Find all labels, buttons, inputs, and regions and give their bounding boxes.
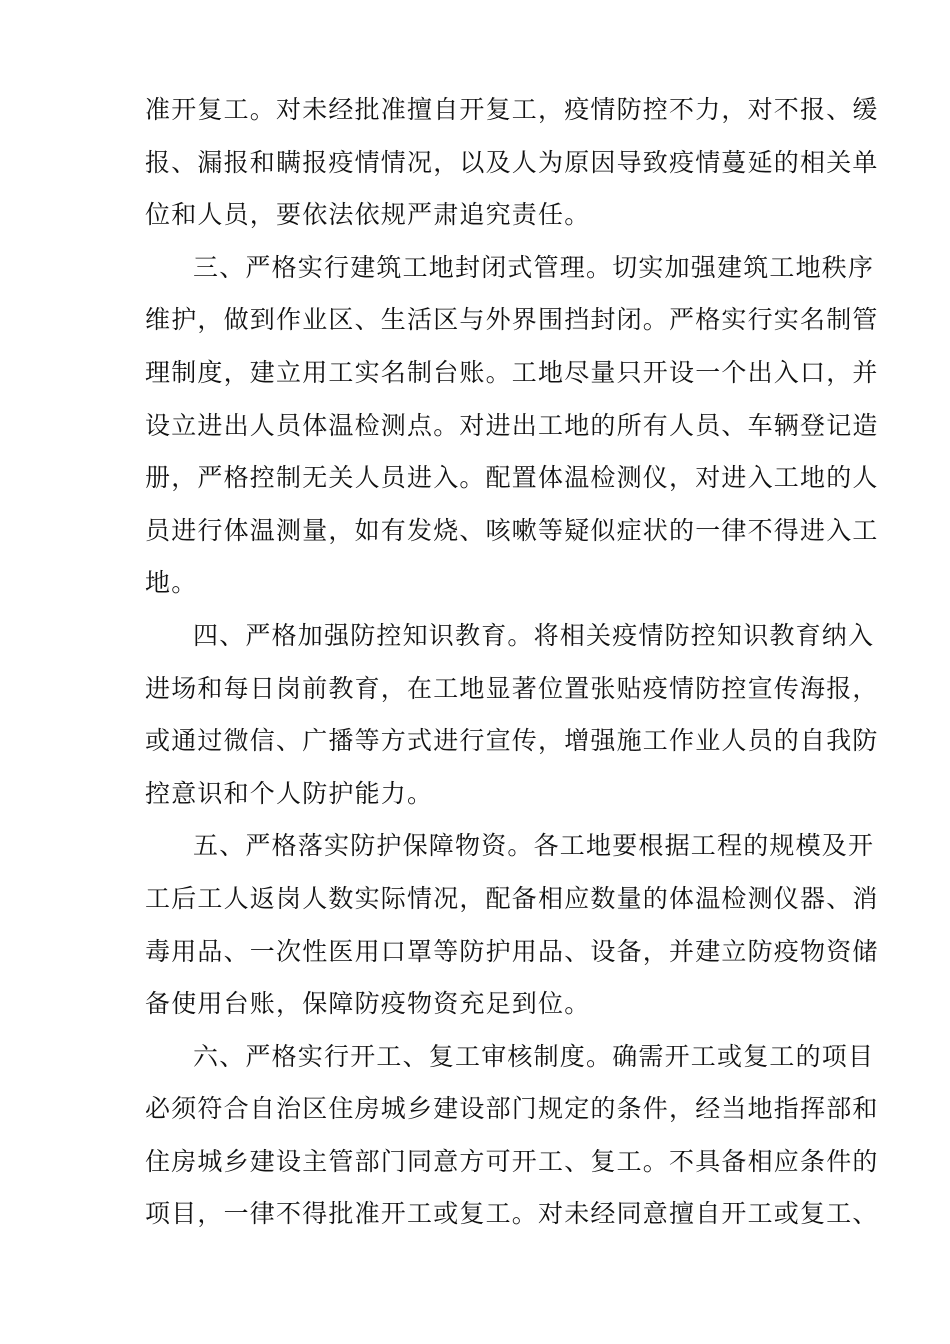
text-line-18: 备使用台账，保障防疫物资充足到位。 [145, 989, 591, 1019]
text-line-7: 设立进出人员体温检测点。对进出工地的所有人员、车辆登记造 [145, 410, 879, 440]
section-three-first-line: 三、严格实行建筑工地封闭式管理。切实加强建筑工地秩序 [193, 252, 875, 282]
text-line-12: 进场和每日岗前教育，在工地显著位置张贴疫情防控宣传海报， [145, 673, 879, 703]
text-line-20: 必须符合自治区住房城乡建设部门规定的条件，经当地指挥部和 [145, 1094, 879, 1124]
text-line-3: 位和人员，要依法依规严肃追究责任。 [145, 200, 591, 230]
text-line-10: 地。 [145, 568, 198, 598]
text-line-2: 报、漏报和瞒报疫情情况，以及人为原因导致疫情蔓延的相关单 [145, 147, 879, 177]
text-line-14: 控意识和个人防护能力。 [145, 778, 434, 808]
text-line-16: 工后工人返岗人数实际情况，配备相应数量的体温检测仪器、消 [145, 883, 879, 913]
text-line-8: 册，严格控制无关人员进入。配置体温检测仪，对进入工地的人 [145, 463, 879, 493]
text-line-6: 理制度，建立用工实名制台账。工地尽量只开设一个出入口，并 [145, 357, 879, 387]
section-six-first-line: 六、严格实行开工、复工审核制度。确需开工或复工的项目 [193, 1041, 875, 1071]
text-line-9: 员进行体温测量，如有发烧、咳嗽等疑似症状的一律不得进入工 [145, 515, 879, 545]
text-line-13: 或通过微信、广播等方式进行宣传，增强施工作业人员的自我防 [145, 726, 879, 756]
text-line-21: 住房城乡建设主管部门同意方可开工、复工。不具备相应条件的 [145, 1146, 879, 1176]
text-line-22: 项目，一律不得批准开工或复工。对未经同意擅自开工或复工、 [145, 1199, 879, 1229]
text-line-5: 维护，做到作业区、生活区与外界围挡封闭。严格实行实名制管 [145, 305, 879, 335]
text-line-17: 毒用品、一次性医用口罩等防护用品、设备，并建立防疫物资储 [145, 936, 879, 966]
section-five-first-line: 五、严格落实防护保障物资。各工地要根据工程的规模及开 [193, 831, 875, 861]
document-body [145, 84, 879, 1241]
section-four-first-line: 四、严格加强防控知识教育。将相关疫情防控知识教育纳入 [193, 620, 875, 650]
text-line-1: 准开复工。对未经批准擅自开复工，疫情防控不力，对不报、缓 [145, 95, 879, 124]
